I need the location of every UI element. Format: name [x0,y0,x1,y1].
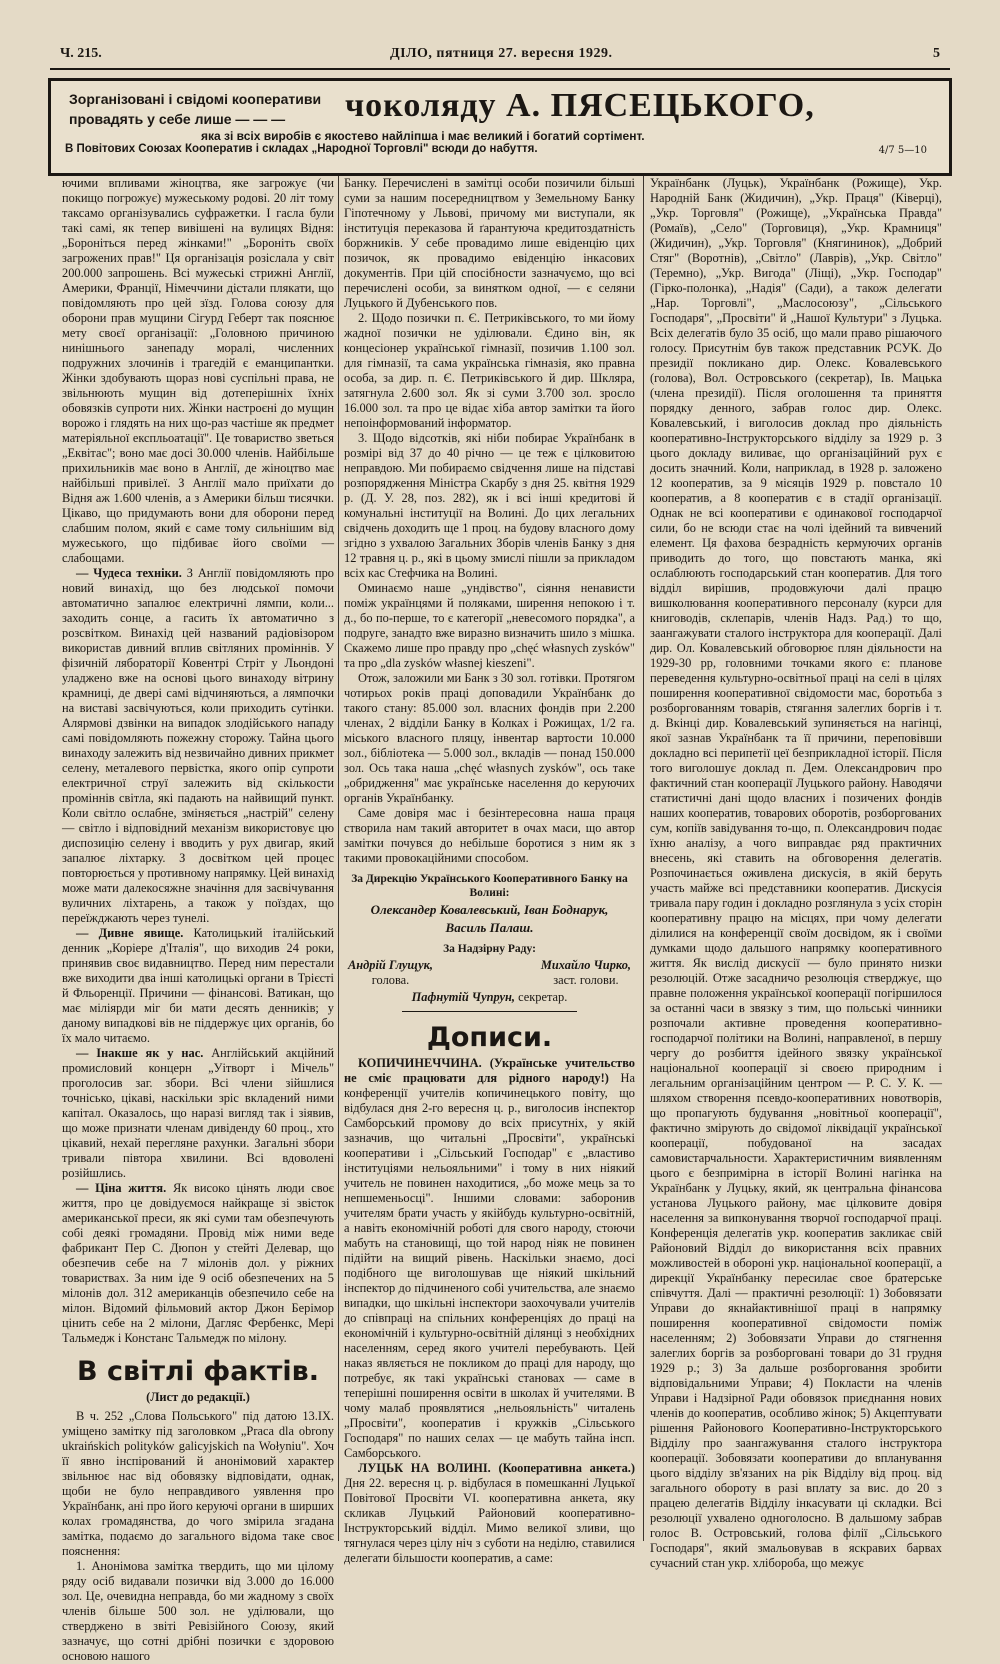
column-divider-1 [338,176,339,1541]
ad-left-line-1: Зорганізовані і свідомі кооперативи [69,91,322,107]
signature-block [348,958,433,988]
signature-role: секретар. [518,990,568,1004]
ad-middle-line: яка зі всіх виробів є якостево найліпша і має великий і богатий сортімент. [201,129,645,143]
news-item-technology [62,566,334,926]
chocolate-advertisement [48,78,952,176]
news-item-price-of-life [62,1181,334,1346]
news-item-heading: — Інакше як у нас. [76,1046,204,1060]
article-paragraph: 2. Щодо позички п. Є. Петриківського, то ми йому жадної позички не уділювали. Єдино він, як концесіонер української гімназії, позичив 1.100 зол. для гімназії, та сама українська гімназія, яко правна особа, за дир. п. Є. Петриківського й дир. Шкляра, затягнула 2.600 зол. Як зі суми 3.700 зол. зросло 16.000 зол. та про це відає хіба автор замітки та його непоінформований інформатор. [344,311,635,430]
section-heading-facts: В світлі фактів. [77,1356,319,1387]
page-number: 5 [933,46,940,61]
column-divider-2 [643,176,644,1541]
article-paragraph: 3. Щодо відсотків, які ніби побирає Українбанк в розмірі від 37 до 40 річно — це теж є цілковитою неправдою. Ми побираємо свідчення лише на підставі розпорядження Міністра Скарбу з дня 25. квітня 1929 р. (Д. У. 28, поз. 282), як і всі інші кредитові й комунальні інституції на Волині. До цих легальних свідчень доходить ще 1 проц. на будову власного дому згідно з ухвалою Загальних Зборів членів Банку з дня 12 травня ц. р., які в цьому змислі пішли за прикладом всіх кас Стефчика на Волині. [344,431,635,580]
dispatch-lutsk [344,1461,635,1566]
news-item-text: Англійський акційний промисловий концерн „Уітворт і Мічель" проголосив заг. збори. Всі члени зійшлися точнісько, цікаві, наскільки зріс вкладений ними капітал. Оказалось, що наразі вигляд так і зіявив, що може признати членам дивіденду 60 проц., хто цікавий, нехай перегляне рахунки. Загальні збори тривали півтора хвилини. Всі вдоволені розійшлись. [62,1046,334,1180]
signature-block [541,958,631,988]
council-signatures [348,958,631,988]
signature-name: Михайло Чирко, [540,958,631,972]
news-item-text: Як високо цінять люди своє життя, про це довідуємося найкраще зі звісток американської преси, як які суми там обезпечують собі деякі громадяни. Провід між ними веде фабрикант Пер С. Дюпон у стейті Делевар, що обезпечив себе на 7 мілонів дол. у ріжних товариствах. За ним іде 9 осіб обезпечених на 5 мілонів дол. 312 американців обезпечило себе на мілон. Відомий фільмовий актор Джон Берімор цінить себе на 2 мілони, Дагляс Фербенкс, Мері Тальмедж і Констанс Тальмедж по мілону. [62,1181,334,1345]
issue-number: Ч. 215. [60,46,102,61]
news-item-strange [62,926,334,1046]
ad-code: 4/7 5—10 [878,145,927,156]
ad-bottom-line: В Повітових Союзах Кооператив і складах „Народної Торговлі" всюди до набуття. [65,143,538,155]
ad-left-line-2: провадять у себе лише — — — [69,111,286,127]
article-paragraph: Отож, заложили ми Банк з 30 зол. готівки. Протягом чотирьох років праці доповадили Українбанк до такого стану: 85.000 зол. власних фондів при 2.200 членах, 2 відділи Банку в Колках і Рожищах, 1/2 га. міського власного пляцу, інвентар вартости 10.000 зол., бібліотека — 5.000 зол., вкладів — понад 150.000 зол. Ось така наша „chęć własnych zysków", ось таке „обридження" має українське населення до керуючих органів Українбанку. [344,671,635,805]
masthead-date: ДІЛО, пятниця 27. вересня 1929. [390,46,613,61]
section-heading-dispatches: Дописи. [426,1022,553,1053]
directorate-names: Олександер Ковалевський, Іван Боднарук, [370,902,609,917]
article-paragraph: Оминаємо наше „ундівство", сіяння ненависти поміж українцями й поляками, ширення непокою і т. д., бо по-перше, то є категорії „невесомого порядка", а подруге, занадто вже виразно визначить шило з мішка. Скажемо лише про правду про „chęć własnych zysków" та про „dla zysków własnej kieszeni". [344,581,635,670]
section-subheading: (Лист до редакції.) [146,1390,250,1404]
signature-name: Пафнутій Чупрун, [411,990,515,1004]
directorate-heading: За Дирекцію Українського Кооперативного Банку на Волині: [351,873,628,899]
article-paragraph: В ч. 252 „Слова Польського" під датою 13.IX. уміщено замітку під заголовком „Praca dla obrony ukraińskich polityków galicyjskich na Wołyniu". Хоч її явно інспірований й анонімовий характер звільнює нас від обовязку відповідати, однак, щоби не було неправдивого уявлення про Українбанк, ані про його керуючі органи в ширших колах громадянства, до чого змірила згадана замітка, подаємо до загального відома таке своє пояснення: [62,1409,334,1558]
column-3 [650,176,942,1570]
directorate-names-2: Василь Палаш. [445,920,534,935]
article-paragraph: 1. Анонімова замітка твердить, що ми цілому ряду осіб видавали позички від 3.000 до 16.000 зол. Це, очевидна неправда, бо ми жадному з своїх членів більше 500 зол. не уділювали, що стверджено в звіті Ревізійного Союзу, який зазначує, що сотні дрібні позички є здоровою основою нашого [62,1559,334,1663]
dispatch-heading: ЛУЦЬК НА ВОЛИНІ. (Кооперативна анкета.) [358,1461,635,1475]
signature-name: Андрій Глущук, [348,958,434,972]
dispatch-text: На конференції учителів копичинецького повіту, що відбулася дня 2-го вересня ц. р., виголосив інспектор Самборський промову до всіх присутніх, у якій зазначив, що читальні „Просвіти", українські кооперативи і „Сільський Господар" є „властиво інституціями нельояльними" і тому в них ніякий учитель не повинен находитися, „бо може мець за то непшеменьосці". Іншими словами: заборонив учителям брати участь у якійбудь культурно-освітній, а навіть економічній роботі для свого народу, стоючи мабуть на становищі, що той народ ніяк не повинен підійти на вищий рівень. Наскільки знаємо, досі подібного ще виголошував ще ніякий шкільний інспектор до підчиненого собі учительства, але знаємо випадки, що шкільні інспектори заохочували учителів до співпраці на спільних конференціях до праці на економічній і культурно-освітній ділянці з необхідних населенням, серед якого учителі перебувають. Цей наказ являється не покликом до праці для народу, що потребує, як такі українські становах — саме в теперішні поширення освіти в школах й учителями. В чому малаб проявлятися „нельояльність" читалень „Просвіти", кооператив і кружків „Сільського Господаря" по наших селах — це мабуть тайна інсп. Самборського. [344,1071,636,1460]
column-2 [344,176,636,1565]
article-paragraph: Банку. Перечислені в замітці особи позичили більші суми за нашим посередництвом у Земельному Банку Гіпотечному у Львові, причому ми виступали, як інституція переказова й ґарантуюча кредитоздатність боржників. У себе провадимо лише евіденцію цих позичок, як провадимо евіденцію інкасових документів. При цій спосібности зазначуємо, що всі перечислені особи, за винятком одної, — є селяни Луцького й Дубенського пов. [344,176,635,310]
news-item-heading: — Чудеса техніки. [76,566,182,580]
signature-role: заст. голови. [553,973,619,987]
dispatch-heading: КОПИЧИНЕЧЧИНА. (Українське учительство не сміє працювати для рідного народу!) [344,1056,635,1085]
article-paragraph: ючими впливами жіноцтва, яке загрожує (чи покищо погрожує) мужеському родові. 20 літ тому таксамо організувались суфражетки. І гасла були такі самі, як тепер вивішені на вулицях Відня: „Бороніться перед жінками!" „Бороніть своїх загрожених прав!" Ця організація розіслала у світ 200.000 запрошень. Всі мужеські стрижні Англії, Америки, Франції, Німеччини дістали плякати, що повідомляють про цей зїзд. Голова союзу для оборони прав мущини Сігурд Геберт так пояснює мету своєї організації: „Головною причиною нинішнього занепаду моралі, численних подружних злочинів і трагедій є еманципантки. Жінки здобувають щораз нові суспільні права, не звільнюють мущин від дотеперішніх їхніх обовязків супроти них. Жінки настроєні до мущин ворожо і глядять на них що-раз частіше як предмет матеріяльної експльоатації". Це товариство зветься „Еквітас"; воно має досі 30.000 членів. Найбільше прихильників має воно в Англії, де жіноцтво має найбільші привілеї. З Англії мало приїхати до Відня аж 1.600 членів, а з Америки більш тисячки. Цікаво, що придумають вони для оборони перед слабшим полом, який є саме тому сильнішим від мужеського, що підбиває його своїми — слабощами. [62,176,334,565]
article-paragraph: Українбанк (Луцьк), Українбанк (Рожище), Укр. Народній Банк (Жидичин), „Укр. Праця" (Ківерці), „Укр. Торговля" (Рожище), „Українська Правда" (Ромаїв), „Село" (Торговиця), „Укр. Крамниця" (Жидичин), „Укр. Торговля" (Княгининок), „Добрий Стяг" (Воротнів), „Світло" (Лаврів), „Укр. Світло" (Теремно), „Укр. Вигода" (Ліщі), „Укр. Господар" (Гірко-полонка), „Надія" (Сади), а також делегати „Нар. Торговлі", „Маслосоюзу", „Сільського Господаря", „Просвіти" й „Нашої Культури" з Луцька. Всіх делегатів було 35 осіб, що мали право рішаючого голосу. Присутнім був також представник РСУК. До президії покликано дир. Олекс. Ковалевського (голова), Вол. Островського (секретар), Ів. Мацька (члена президії). Після оголошення та приняття порядку денного, забрав голос дир. Олекс. Ковалевський, і виголосив доклад про діяльність кооперативно-Інструкторського відділу за 1929 р. З цього докладу виливає, що організаційний рух є досить значний. Коли, наприклад, в 1928 р. заложено 12 кооператив, за 9 місяців 1929 р. повстало 10 кооператив, а 8 кооператив є в стадії організації. Однак не всі кооперативи є одинакової господарчої сили, бо не всюди стає на чолі ідейний та вивчений елемент. Ця фахова безрадність кермуючих органів приводить до того, що повстають манка, які ослаблюють господарський стан кооператив. Для того відділ вирішив, продовжуючи далі працю вишколювання кооперативного персоналу (курси для книговодів, склепарів, членів Надз. Рад.) то що, заангажувати сталого інструктора для кооперації. Далі дир. Ол. Ковалевський обговорює плян діяльности на 1929-30 рр, головними точками якого є: планове переведення культурно-освітньої праці на селі в цілях поширення кооперативної свідомости мас, боротьба з розборгованням товарів, стягання залеглих боргів і т. д. Вкінці дир. Ковалевський зупиняється на нагінці, якої зазнав Українбанк та її причини, переповівши докладно всі перипетії цеї безприкладної історії. Після того виголошує доклад п. Дем. Олександрович про фактичний стан кооперації Луцького району. Наводячи статистичні дані щодо власних і позичених фондів наших кооператив, товарових оборотів, розборгованих сум, копіїв завідування то-що, п. Олександрович подає їхню аналізу, а чого виправдає ряд практичних внесень, які ставить на обговорення делегатів. Розпочинається оживлена дискусія, в якій беруть участь майже всі представники кооператив. Дискусія тривала пару годин і докладно розглянула з усіх сторін кооперативну працю на місцях, при чому делегати ділилися на конференції своїм досвідом, як і своїми думками щодо дальшого напрямку кооперативного життя. Як вислід дискусії — було принято низки резолюцій. Отже засадничо резолюція стверджує, що правне положення української кооперації погіршилося за останні часи в звязку з тим, що польські чинники розпочали активне проведення кооперативно-господарчої політики на Волині, направленої, в першу чергу до розбиття ідейного звязку української національної кооперації зі своєю природним і легальним організаційним центром — Р. С. У. К. — шляхом створення псевдо-кооперативних новотворів, що пропагують будування „новітньої кооперації", фактично змірують до свідомої ліквідації української кооперації, побудованої на засадах самовистарчальности. Характеристичним виявленням цього є безпримірна в історії Волині нагінка на Українбанк у Луцьку, який, як центральна фінансова установа Луцького району, має цілковите довіря населення за випконування творчої господарчої праці. Конференція делегатів укр. кооператив закликає свій Районовий Відділ до використання всіх правних можливостей в обороні укр. національної кооперації, а дирекції Українбанку пересилає свое братерське співчуття. Далі — практичні резолюції: 1) Зобовязати Управи до якнайактивнішої праці в напрямку поширення кооперативної свідомости поміж населенням; 2) Зобовязати Управи до стягнення залеглих боргів за розборговані товари до 31 грудня 1929 р.; 3) За дальше розборговання зробити відповідальними Управи; 4) Покласти на членів Управи і Надзірної Ради обовязок приєднання нових членів до кооператив, особливо жінок; 5) Акцептувати рішення Районового Кооперативно-Інструкторського Відділу про заангажування сталого інструктора кооперації. Зобовязати кооперативи до впланування цього відділу зв'язаних на рік Відділу від проц. від загального обороту в разі вплату за вис. до 20 з працею делегатів Відділу інкасувати ці складки. Всі резолюції ухвалено одноголосно. В дальшому забрав голос В. Островський, голова філії „Сільського Господаря", який змальовував в яскравих барвах сучасний стан укр. хлібороба, що межує [650,176,942,1570]
council-heading: За Надзірну Раду: [443,943,536,955]
ad-brand: чоколяду А. ПЯСЕЦЬКОГО, [345,87,815,124]
signature-role: голова. [371,973,410,987]
article-paragraph: Саме довіря мас і безінтересовна наша праця створила нам такий авторитет в очах маси, що автор замітки почувся до небільше боротися з ним як з такими провокаційними способом. [344,806,635,865]
news-item-otherwise [62,1046,334,1181]
column-1 [62,176,334,1663]
news-item-text: З Англії повідомляють про новий винахід, що без людської помочи автоматично запалює електричні лямпи, коли... заходить сонце, а гасить їх автоматично з розсвітком. Винахід цей названий радіовізором використав дивний вплив світляних проміннів. У фізичній лябораторії Ковентрі Стріт у Льондоні уладжено вже на основі цього винаходу вітрину крамниці, де двері самі відчиняються, а лямпочки на виставі засвічуються, коли приходить сутінки. Алярмові дзвінки на випадок злодійського нападу самі повідомляють пожежну сторожу. Тайна цього винаходу залежить від незвичайно дивних прикмет селену, металевого первістка, якого опір супроти електричної струї залежить від скількости проміннів світла, які падають на найвищий пункт. Коли світло ослабне, зміняється „настрій" селену — світло і відповідний механізм використовує цю диспозицію селену і вводить у рух двигар, який запалює ліхтарку. З досвітком цей процес повторюється у противному напрямку. Цей винахід може мати далекосяжне значіння для засвічування вуличних ліхтарень, а також у поїздах, що переїжджають через тунелі. [62,566,334,925]
news-item-heading: — Ціна життя. [76,1181,167,1195]
dispatch-kopychyntsi [344,1056,635,1461]
news-item-text: Католицький італійський денник „Коріере д'Італія", що виходив 24 роки, принявив своє видавництво. Перед ним перестали вже виходити два інші католицькі органи в Трієсті й Фльоренції. Причини — фінансові. Ватикан, що має міліярди міг би мати десять денників; у даному випадкові вів не піддержує цих органів, бо їх мало читаємо. [62,926,334,1045]
header-rule [50,68,950,70]
signature-block [344,990,635,1005]
dispatch-text: Дня 22. вересня ц. р. відбулася в помешканні Луцької Повітової Просвіти VI. кооперативна анкета, яку скликав Луцький Районовий кооперативно-Інструкторський відділ. Мимо великої зливи, що тягнулася через цілу ніч з суботи на неділю, ставилися делегати більшости кооператив, а саме: [344,1476,635,1565]
news-item-heading: — Дивне явище. [76,926,184,940]
section-rule [402,1011,577,1012]
page-header [60,46,940,68]
